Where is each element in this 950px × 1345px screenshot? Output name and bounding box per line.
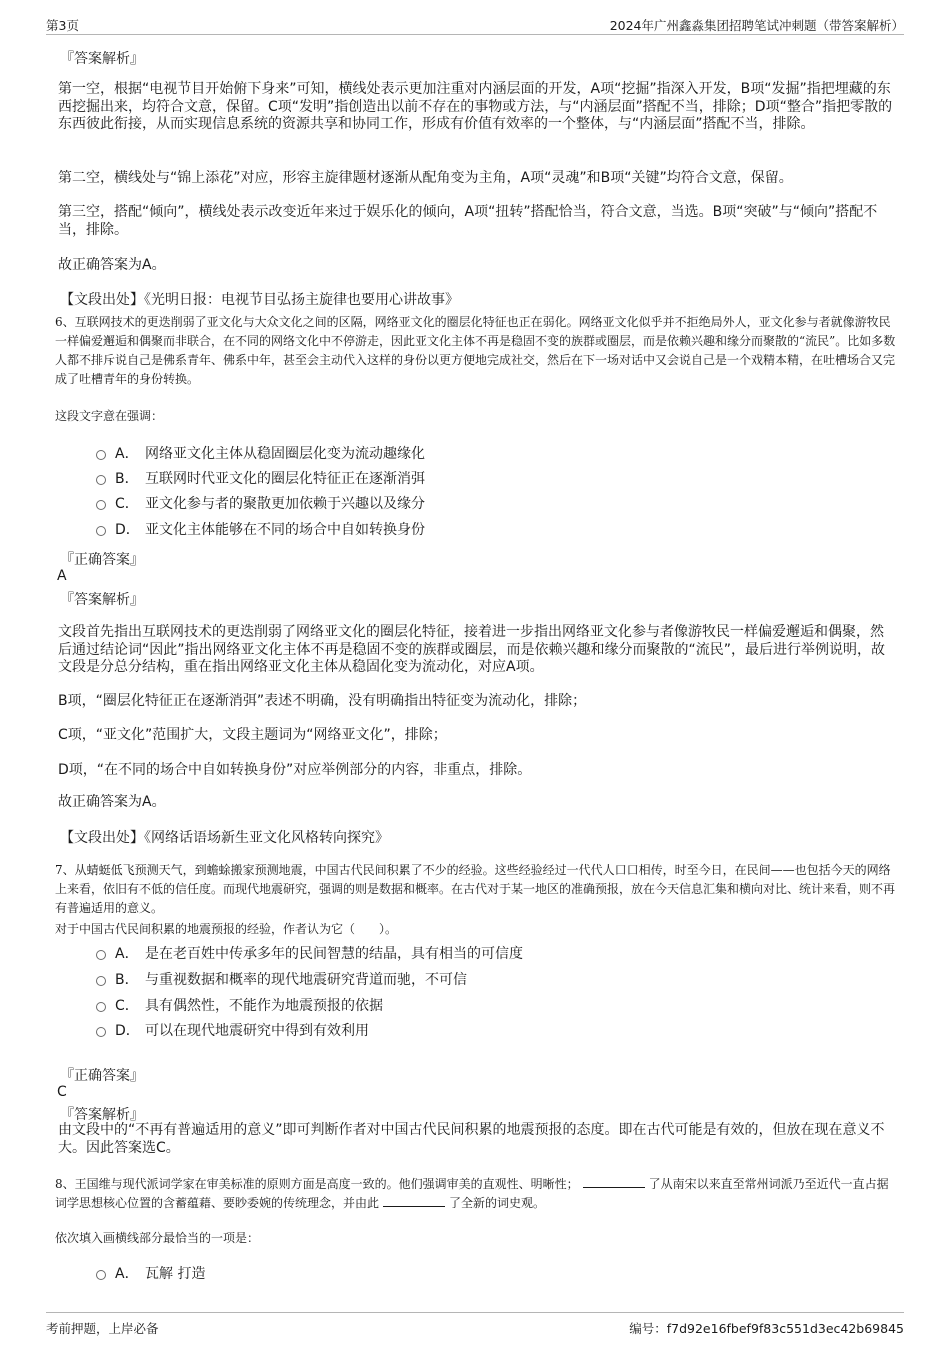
option-letter: A． xyxy=(115,1266,139,1282)
option-text: 亚文化参与者的聚散更加依赖于兴趣以及缘分 xyxy=(145,496,425,512)
option-text: 具有偶然性，不能作为地震预报的依据 xyxy=(145,998,383,1014)
q8-prompt: 依次填入画横线部分最恰当的一项是： xyxy=(55,1231,260,1245)
radio-icon[interactable] xyxy=(96,475,106,485)
q7-prompt: 对于中国古代民间积累的地震预报的经验，作者认为它（ ）。 xyxy=(55,922,398,936)
q6-stem: 6、互联网技术的更迭削弱了亚文化与大众文化之间的区隔，网络亚文化的圈层化特征也正在弱化。网络亚文化似乎并不拒绝局外人，亚文化参与者就像游牧民一样偏爱邂逅和偶聚而非联合，在不同的网络文化中不停游走，因此亚文化主体不再是稳固不变的族群或圈层，而是依赖兴趣和缘分而聚散的“流民”。比如多数人都不排斥说自己是佛系青年、佛系中年，甚至会主动代入这样的身份以更方便地完成社交，然后在下一场对话中又会说自己是一个戏精本精，在吐槽场合又完成了吐槽青年的身份转换。 xyxy=(55,315,896,386)
page-number: 第3页 xyxy=(46,18,79,33)
radio-icon[interactable] xyxy=(96,1270,106,1280)
document-title: 2024年广州鑫淼集团招聘笔试冲刺题（带答案解析） xyxy=(609,18,904,33)
option-letter: D． xyxy=(115,522,140,538)
option-text: 亚文化主体能够在不同的场合中自如转换身份 xyxy=(145,522,425,538)
q5-explain-p3: 第三空，搭配“倾向”，横线处表示改变近年来过于娱乐化的倾向，A项“扭转”搭配恰当，符合文意，当选。B项“突破”与“倾向”搭配不当，排除。 xyxy=(58,204,878,238)
footer-slogan: 考前押题，上岸必备 xyxy=(46,1321,159,1336)
option-text: 瓦解 打造 xyxy=(145,1266,206,1282)
radio-icon[interactable] xyxy=(96,1027,106,1037)
fill-blank-1 xyxy=(583,1175,645,1188)
radio-icon[interactable] xyxy=(96,950,106,960)
option-text: 可以在现代地震研究中得到有效利用 xyxy=(145,1023,369,1039)
option-text: 是在老百姓中传承多年的民间智慧的结晶，具有相当的可信度 xyxy=(145,946,523,962)
fill-blank-2 xyxy=(383,1194,445,1207)
q6-answer: A xyxy=(57,568,67,584)
option-letter: A． xyxy=(115,946,139,962)
q6-explain-p3: C项，“亚文化”范围扩大，文段主题词为“网络亚文化”，排除； xyxy=(58,727,447,743)
option-text: 网络亚文化主体从稳固圈层化变为流动趣缘化 xyxy=(145,446,425,462)
q6-explain-p2: B项，“圈层化特征正在逐渐消弭”表述不明确，没有明确指出特征变为流动化，排除； xyxy=(58,693,587,709)
q5-source: 【文段出处】《光明日报：电视节目弘扬主旋律也要用心讲故事》 xyxy=(60,292,459,308)
q6-answer-label: 『正确答案』 xyxy=(60,552,144,568)
page-footer xyxy=(46,1312,904,1335)
radio-icon[interactable] xyxy=(96,1002,106,1012)
option-letter: D． xyxy=(115,1023,140,1039)
radio-icon[interactable] xyxy=(96,526,106,536)
q6-explain-p4: D项，“在不同的场合中自如转换身份”对应举例部分的内容，非重点，排除。 xyxy=(58,762,532,778)
radio-icon[interactable] xyxy=(96,450,106,460)
option-letter: B． xyxy=(115,972,139,988)
q8-stem-part-1: 8、王国维与现代派词学家在审美标准的原则方面是高度一致的。他们强调审美的直观性、明晰性； xyxy=(55,1177,579,1191)
q8-stem-part-2: 了从南宋以来直至常州词派乃至近代一直占据词学思想核心位置的含蓄蕴藉、要眇委婉的传统理念，并由此 xyxy=(55,1177,889,1210)
radio-icon[interactable] xyxy=(96,976,106,986)
q6-conclusion: 故正确答案为A。 xyxy=(58,794,166,810)
option-letter: B． xyxy=(115,471,139,487)
q6-prompt: 这段文字意在强调： xyxy=(55,409,164,423)
q7-explanation: 由文段中的“不再有普遍适用的意义”即可判断作者对中国古代民间积累的地震预报的态度。即在古代可能是有效的，但放在现在意义不大。因此答案选C。 xyxy=(58,1122,885,1156)
q7-explain-label: 『答案解析』 xyxy=(60,1107,144,1123)
q5-explain-p2: 第二空，横线处与“锦上添花”对应，形容主旋律题材逐渐从配角变为主角，A项“灵魂”和B项“关键”均符合文意，保留。 xyxy=(58,170,793,186)
q7-answer-label: 『正确答案』 xyxy=(60,1068,144,1084)
option-letter: C． xyxy=(115,998,139,1014)
page-header xyxy=(46,14,904,35)
q8-stem xyxy=(55,1175,900,1213)
option-text: 互联网时代亚文化的圈层化特征正在逐渐消弭 xyxy=(145,471,425,487)
option-text: 与重视数据和概率的现代地震研究背道而驰，不可信 xyxy=(145,972,467,988)
q6-explain-p1: 文段首先指出互联网技术的更迭削弱了网络亚文化的圈层化特征，接着进一步指出网络亚文化参与者像游牧民一样偏爱邂逅和偶聚，然后通过结论词“因此”指出网络亚文化主体不再是稳固不变的族群或圈层，而是依赖兴趣和缘分而聚散的“流民”，最后进行举例说明，故文段是分总分结构，重在指出网络亚文化主体从稳固化变为流动化，对应A项。 xyxy=(58,624,886,675)
radio-icon[interactable] xyxy=(96,500,106,510)
q5-explain-p1: 第一空，根据“电视节目开始俯下身来”可知，横线处表示更加注重对内涵层面的开发，A项“挖掘”指深入开发，B项“发掘”指把埋藏的东西挖掘出来，均符合文意，保留。C项“发明”指创造出以前不存在的事物或方法，与“内涵层面”搭配不当，排除；D项“整合”指把零散的东西彼此衔接，从而实现信息系统的资源共享和协同工作，形成有价值有效率的一个整体，与“内涵层面”搭配不当，排除。 xyxy=(58,81,893,132)
option-letter: C． xyxy=(115,496,139,512)
q5-conclusion: 故正确答案为A。 xyxy=(58,257,166,273)
q7-stem: 7、从蜻蜓低飞预测天气，到蟾蜍搬家预测地震，中国古代民间积累了不少的经验。这些经验经过一代代人口口相传，时至今日，在民间——也包括今天的网络上来看，依旧有不低的信任度。而现代地震研究，强调的则是数据和概率。在古代对于某一地区的准确预报，放在今天信息汇集和横向对比、统计来看，则不再有普遍适用的意义。 xyxy=(55,863,896,915)
document-id: 编号：f7d92e16fbef9f83c551d3ec42b69845 xyxy=(629,1321,904,1336)
q8-stem-part-3: 了全新的词史观。 xyxy=(449,1196,546,1210)
option-letter: A． xyxy=(115,446,139,462)
q7-answer: C xyxy=(57,1084,67,1100)
q6-source: 【文段出处】《网络话语场新生亚文化风格转向探究》 xyxy=(60,830,389,846)
q5-explain-label: 『答案解析』 xyxy=(60,51,144,67)
q6-explain-label: 『答案解析』 xyxy=(60,592,144,608)
